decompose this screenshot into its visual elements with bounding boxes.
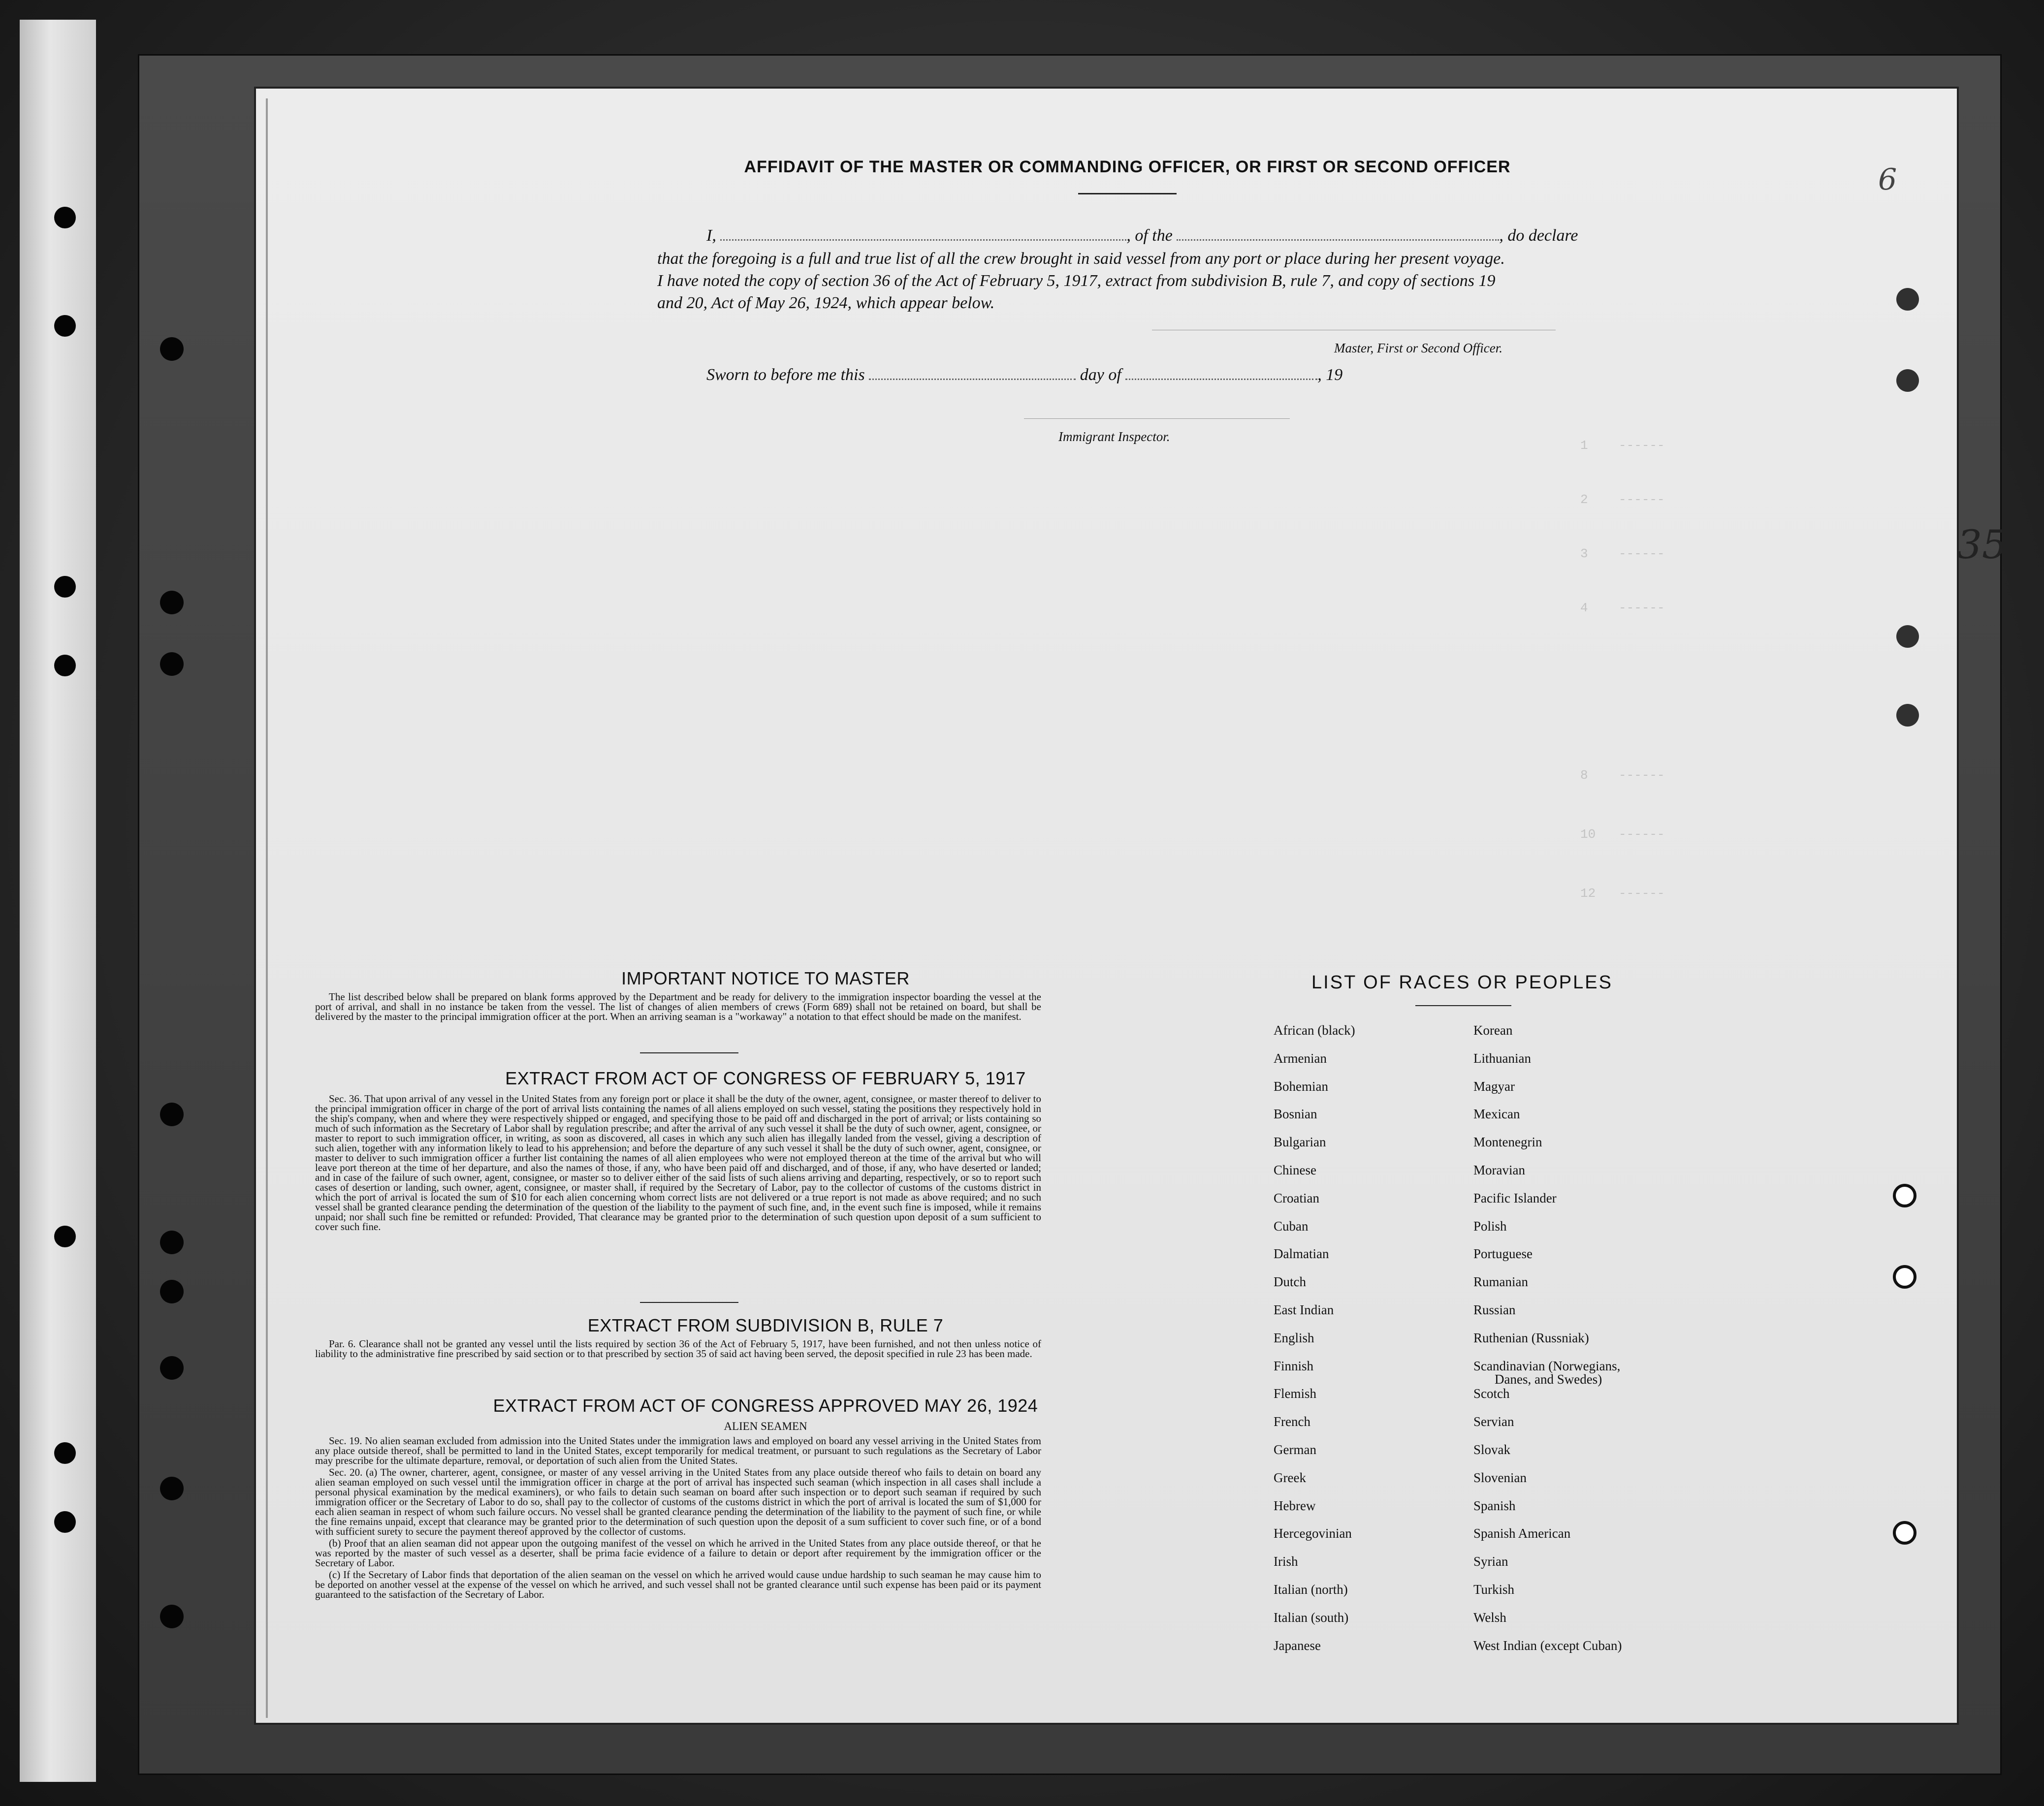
- race-item: Scandinavian (Norwegians,: [1473, 1358, 1621, 1373]
- bleed-through-text: 12 ------: [1580, 886, 1665, 901]
- section-20a-paragraph: Sec. 20. (a) The owner, charterer, agent, consignee, or master of any vessel arriving in the United States from any place outside thereof who fails to detain on board any alien seaman employed on such vessel until the immigration officer in charge at the port of arrival has inspected such seaman (which inspection in all cases shall include a personal physical examination by the medical examiners), or who fails to detain such seaman on board after such inspection or to deport such seaman if required by such immigration officer or the Secretary of Labor to do so, shall pay to the collector of customs of the customs district in which the port of arrival is located the sum of $1,000 for each alien seaman in respect of whom such failure occurs. No vessel shall be granted clearance pending the determination of the liability to the payment of such fine, or while the fine remains unpaid, except that clearance may be granted prior to the determination of such question upon the deposit of a sum sufficient to cover such fine, or of a bond with sufficient surety to secure the payment thereof approved by the collector of customs.: [315, 1466, 1041, 1537]
- section-rule: [640, 1052, 738, 1053]
- bleed-through-text: 4 ------: [1580, 601, 1665, 615]
- par-6-paragraph: Par. 6. Clearance shall not be granted any vessel until the lists required by section 36 of the Act of February 5, 1917, have been furnished, and not then unless notice of liability to the administrative fine prescribed by said section or to that prescribed by section 35 of said act having been served, the deposit specified in rule 23 has been made.: [315, 1338, 1041, 1360]
- binder-hole: [160, 652, 184, 676]
- race-item: Russian: [1473, 1302, 1516, 1317]
- binder-hole: [160, 1231, 184, 1254]
- section-rule: [640, 1302, 738, 1303]
- section-19-paragraph: Sec. 19. No alien seaman excluded from admission into the United States under the immigration laws and employed on board any vessel arriving in the United States from any place outside thereof, shall be permitted to land in the United States, except temporarily for medical treatment, or pursuant to such regulations as the Secretary of Labor may prescribe for the ultimate departure, removal, or deportation of such alien from the United States.: [315, 1435, 1041, 1466]
- page-hole: [1893, 1265, 1916, 1289]
- race-item: Bulgarian: [1274, 1135, 1326, 1150]
- binder-hole: [160, 1103, 184, 1126]
- page-hole: [1896, 625, 1919, 648]
- extract-1917-body: [315, 1094, 1041, 1234]
- notice-body: [315, 992, 1041, 1023]
- affidavit-line-3: I have noted the copy of section 36 of the Act of February 5, 1917, extract from subdivision B, rule 7, and copy of sections 19: [657, 272, 1496, 290]
- race-item: Danes, and Swedes): [1495, 1371, 1602, 1387]
- name-blank: [720, 239, 1126, 241]
- race-item: Croatian: [1274, 1190, 1319, 1205]
- extract-1924-title: EXTRACT FROM ACT OF CONGRESS APPROVED MAY 26, 1924: [493, 1395, 1038, 1416]
- races-title-rule: [1415, 1005, 1511, 1006]
- race-item: French: [1274, 1414, 1310, 1429]
- bleed-through-text: 2 ------: [1580, 492, 1665, 507]
- extract-1917-title: EXTRACT FROM ACT OF CONGRESS OF FEBRUARY 5, 1917: [505, 1068, 1026, 1088]
- sworn-line: [706, 366, 1342, 384]
- race-item: Portuguese: [1473, 1246, 1533, 1262]
- vessel-blank: [1177, 239, 1499, 241]
- page-hole: [1893, 1521, 1916, 1545]
- subdivision-title: EXTRACT FROM SUBDIVISION B, RULE 7: [587, 1315, 944, 1335]
- notice-paragraph: The list described below shall be prepared on blank forms approved by the Department and be ready for delivery to the immigration inspector boarding the vessel at the port of arrival, and shall in no instance be taken from the vessel. The list of changes of alien members of crews (Form 689) shall not be retained on board, but shall be delivered by the master to the principal immigration officer at the port. When an arriving seaman is a "workaway" a notation to that effect should be made on the manifest.: [315, 991, 1041, 1022]
- race-item: Bohemian: [1274, 1078, 1328, 1094]
- race-item: Magyar: [1473, 1078, 1515, 1094]
- sworn-text: Sworn to before me this: [706, 366, 865, 384]
- race-item: German: [1274, 1442, 1316, 1457]
- binder-hole: [160, 1356, 184, 1380]
- race-item: African (black): [1274, 1023, 1355, 1038]
- race-item: Chinese: [1274, 1163, 1316, 1177]
- page-hole: [1896, 369, 1919, 392]
- race-item: Cuban: [1274, 1218, 1309, 1234]
- alien-seamen-subtitle: ALIEN SEAMEN: [724, 1420, 807, 1432]
- race-item: English: [1274, 1330, 1314, 1345]
- affidavit-line-2: that the foregoing is a full and true list of all the crew brought in said vessel from any port or place during her present voyage.: [657, 250, 1505, 268]
- race-item: Welsh: [1473, 1610, 1506, 1625]
- race-item: Spanish: [1473, 1498, 1516, 1513]
- page-hole: [1893, 1184, 1916, 1207]
- binding-hole: [54, 1511, 76, 1533]
- races-title: LIST OF RACES OR PEOPLES: [1311, 972, 1613, 993]
- bleed-through-text: 3 ------: [1580, 546, 1665, 561]
- page-hole: [1896, 704, 1919, 727]
- binding-hole: [54, 655, 76, 676]
- binding-hole: [54, 1226, 76, 1247]
- binder-hole: [160, 337, 184, 361]
- race-item: Slovak: [1473, 1442, 1511, 1457]
- race-item: Slovenian: [1473, 1470, 1527, 1485]
- binder-hole: [160, 591, 184, 614]
- race-item: Armenian: [1274, 1050, 1327, 1066]
- race-item: Hebrew: [1274, 1498, 1316, 1513]
- line1-declare: , do declare: [1499, 226, 1578, 245]
- section-20b-paragraph: (b) Proof that an alien seaman did not appear upon the outgoing manifest of the vessel on which he arrived in the United States from any place outside thereof, or that he was reported by the master of such vessel as a deserter, shall be prima facie evidence of a failure to detain or deport after requirement by the immigration officer or the Secretary of Labor.: [315, 1537, 1041, 1569]
- inspector-signature-label: Immigrant Inspector.: [1058, 429, 1170, 444]
- master-signature-label: Master, First or Second Officer.: [1334, 341, 1502, 355]
- day-of-text: day of: [1080, 366, 1121, 384]
- race-item: Hercegovinian: [1274, 1526, 1352, 1541]
- race-item: Pacific Islander: [1473, 1190, 1557, 1205]
- race-item: Polish: [1473, 1218, 1507, 1234]
- month-blank: [1125, 379, 1317, 380]
- title-rule: [1078, 193, 1177, 194]
- page-hole: [1896, 288, 1919, 311]
- race-item: Mexican: [1473, 1107, 1520, 1122]
- race-item: Flemish: [1274, 1386, 1317, 1401]
- race-item: Dalmatian: [1274, 1246, 1329, 1262]
- line1-of: , of the: [1126, 226, 1173, 245]
- extract-1924-body: [315, 1436, 1041, 1601]
- bleed-through-text: 10 ------: [1580, 827, 1665, 842]
- race-item: Montenegrin: [1473, 1135, 1542, 1150]
- race-item: Irish: [1274, 1554, 1298, 1569]
- notice-title: IMPORTANT NOTICE TO MASTER: [621, 968, 910, 988]
- race-item: Spanish American: [1473, 1526, 1571, 1541]
- bleed-through-text: 1 ------: [1580, 438, 1665, 453]
- race-item: Servian: [1473, 1414, 1514, 1429]
- affidavit-title: AFFIDAVIT OF THE MASTER OR COMMANDING OFFICER, OR FIRST OR SECOND OFFICER: [744, 158, 1511, 176]
- race-item: Syrian: [1473, 1554, 1508, 1569]
- race-item: Moravian: [1473, 1163, 1525, 1177]
- binding-hole: [54, 315, 76, 337]
- race-item: Ruthenian (Russniak): [1473, 1330, 1589, 1345]
- race-item: Greek: [1274, 1470, 1306, 1485]
- affidavit-line-4: and 20, Act of May 26, 1924, which appear below.: [657, 294, 995, 312]
- binding-hole: [54, 207, 76, 228]
- binder-hole: [160, 1605, 184, 1628]
- binding-hole: [54, 576, 76, 598]
- race-item: Japanese: [1274, 1638, 1321, 1653]
- race-item: Scotch: [1473, 1386, 1510, 1401]
- handwritten-page-number: 6: [1878, 162, 1897, 197]
- race-item: East Indian: [1274, 1302, 1334, 1317]
- signature-line-inspector: [1024, 418, 1290, 419]
- race-item: Rumanian: [1473, 1274, 1528, 1290]
- race-item: Korean: [1473, 1023, 1513, 1038]
- affidavit-line-1: [706, 226, 1578, 245]
- race-item: Bosnian: [1274, 1107, 1317, 1122]
- race-item: Lithuanian: [1473, 1050, 1531, 1066]
- line1-i: I,: [706, 226, 716, 245]
- binding-hole: [54, 1442, 76, 1464]
- subdivision-body: [315, 1339, 1041, 1361]
- bleed-through-text: 8 ------: [1580, 768, 1665, 783]
- day-blank: [869, 379, 1076, 380]
- page-fold-line: [266, 98, 268, 1718]
- race-item: Finnish: [1274, 1358, 1314, 1373]
- section-36-paragraph: Sec. 36. That upon arrival of any vessel in the United States from any foreign port or place it shall be the duty of the owner, agent, consignee, or master thereof to deliver to the principal immigration officer in charge of the port of arrival lists containing the names of all aliens employed on such vessel, stating the positions they respectively hold in the ship's company, when and where they were respectively shipped or engaged, and specifying those to be paid off and discharged in the port of arrival; or lists containing so much of such information as the Secretary of Labor shall by regulation prescribe; and after the arrival of any such vessel it shall be the duty of such owner, agent, consignee, or master to report to such immigration officer, in writing, as soon as discovered, all cases in which any such alien has illegally landed from the vessel, giving a description of such alien, together with any information likely to lead to his apprehension; and before the departure of any such vessel it shall be the duty of such owner, agent, consignee, or master to deliver to such immigration officer a further list containing the names of all alien employees who were not employed thereon at the time of the arrival but who will leave port thereon at the time of her departure, and also the names of those, if any, who have been paid off and discharged, and of those, if any, who have deserted or landed; and in case of the failure of such owner, agent, consignee, or master so to deliver either of the said lists of such aliens arriving and departing, respectively, or so to report such cases of desertion or landing, such owner, agent, consignee, or master shall, if required by the Secretary of Labor, pay to the collector of customs of the customs district in which the port of arrival is located the sum of $10 for each alien concerning whom correct lists are not delivered or a true report is not made as above required; and no such vessel shall be granted clearance pending the determination of the question of the liability to the payment of such fine, and, in the event such fine is imposed, while it remains unpaid; nor shall such fine be remitted or refunded: Provided, That clearance may be granted prior to the determination of such question upon deposit of a sum sufficient to cover such fine.: [315, 1093, 1041, 1233]
- race-item: Dutch: [1274, 1274, 1306, 1290]
- handwritten-margin-number: 35: [1957, 522, 2007, 568]
- race-item: Italian (north): [1274, 1582, 1348, 1597]
- binder-hole: [160, 1477, 184, 1500]
- binder-hole: [160, 1280, 184, 1303]
- race-item: Turkish: [1473, 1582, 1515, 1597]
- year-text: , 19: [1317, 366, 1343, 384]
- race-item: Italian (south): [1274, 1610, 1349, 1625]
- section-20c-paragraph: (c) If the Secretary of Labor finds that deportation of the alien seaman on the vessel on which he arrived would cause undue hardship to such seaman he may cause him to be deported on another vessel at the expense of the vessel on which he arrived, and such vessel shall not be granted clearance until such expense has been paid or its payment guaranteed to the satisfaction of the Secretary of Labor.: [315, 1569, 1041, 1600]
- race-item: West Indian (except Cuban): [1473, 1638, 1622, 1653]
